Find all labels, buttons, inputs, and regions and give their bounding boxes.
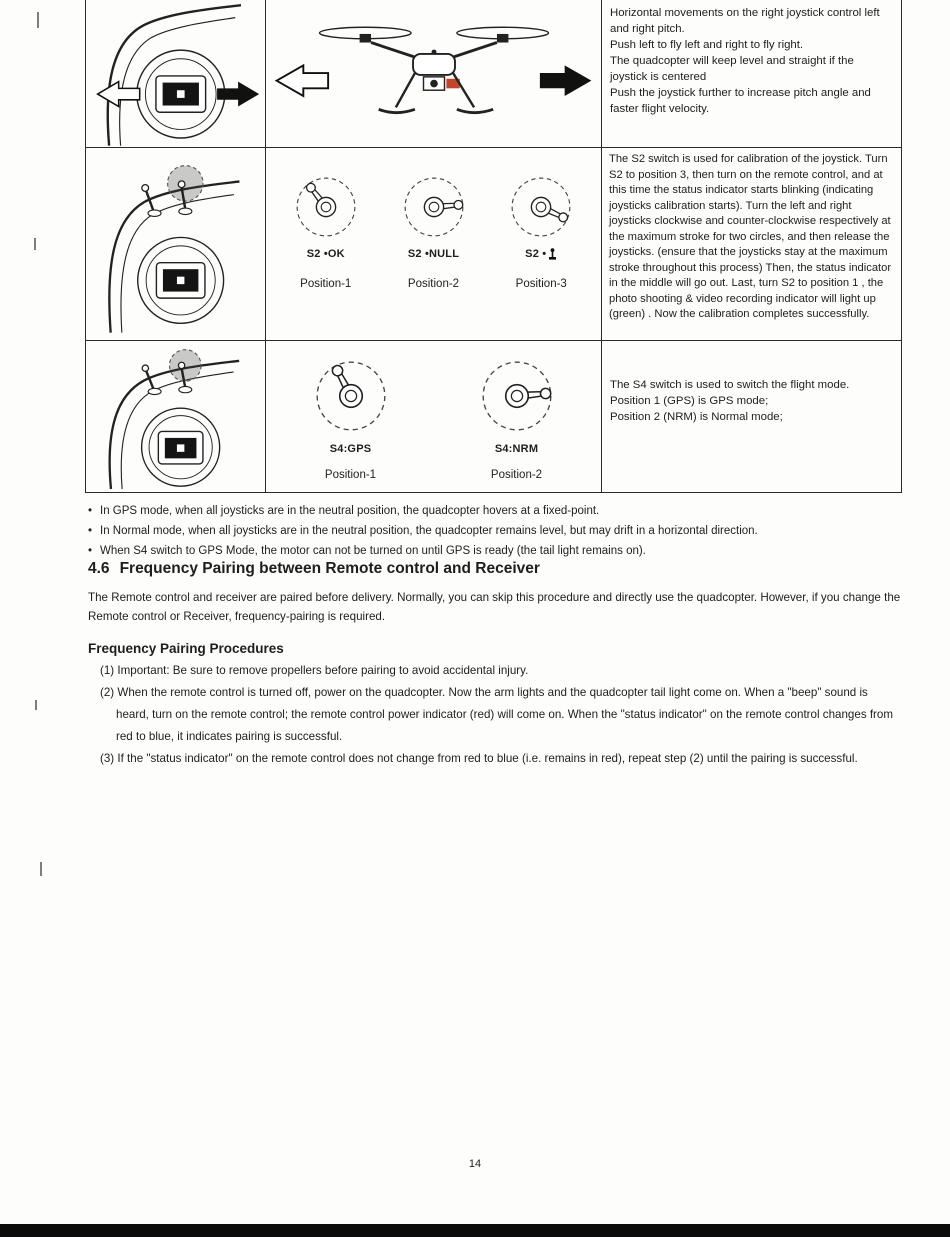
s2-position-2-group (386, 172, 482, 290)
s2-switch-positions (266, 148, 601, 290)
procedures-heading: Frequency Pairing Procedures (88, 641, 284, 656)
switch-nrm-icon (476, 355, 558, 437)
cell-quadcopter-pitch (266, 0, 602, 148)
list-item (88, 521, 898, 541)
cell-s4-positions (266, 341, 602, 493)
scan-artifact (34, 238, 36, 250)
cell-s4-description (602, 341, 902, 493)
instruction-table (85, 0, 902, 493)
pitch-text-line: Push the joystick further to increase pitch angle and faster flight velocity. (610, 87, 871, 115)
page-number: 14 (468, 1158, 482, 1170)
s4-text-line: Position 1 (GPS) is GPS mode; (610, 395, 769, 407)
s4-position-2-group (469, 355, 565, 481)
cell-remote-s4-switch (86, 341, 266, 493)
s2-position-3-group (493, 172, 589, 290)
bullet-text: In GPS mode, when all joysticks are in the neutral position, the quadcopter hovers at a fixed-point. (100, 505, 600, 517)
scan-artifact (35, 700, 37, 710)
bullet-marker: • (88, 525, 93, 537)
pitch-text-line: The quadcopter will keep level and straight if the joystick is centered (610, 55, 854, 83)
bullet-text: When S4 switch to GPS Mode, the motor can not be turned on until GPS is ready (the tail light remains on). (100, 545, 646, 557)
section-body-text: The Remote control and receiver are paired before delivery. Normally, you can skip this procedure and directly use the quadcopter. However, if you change the Remote control or Receiver, frequency-pairing is required. (88, 591, 901, 623)
arrow-right-solid-icon (539, 65, 591, 96)
switch-position-2-icon (399, 172, 469, 242)
section-title: Frequency Pairing between Remote control and Receiver (119, 560, 540, 577)
s2-calibration-label: S2 • (525, 248, 547, 260)
scan-artifact (37, 12, 39, 28)
s4-text-line: The S4 switch is used to switch the flight mode. (610, 379, 850, 391)
list-item (88, 501, 898, 521)
cell-s2-positions (266, 148, 602, 341)
s4-nrm-label: S4:NRM (494, 443, 539, 455)
remote-joystick-arrows-illustration (90, 1, 262, 147)
switch-position-1-icon (291, 172, 361, 242)
remote-s4-switch-illustration (92, 345, 260, 489)
s2-position-1-group (278, 172, 374, 290)
cell-remote-right-joystick (86, 0, 266, 148)
bullet-marker: • (88, 505, 93, 517)
cell-pitch-description (602, 0, 902, 148)
cell-s2-description (602, 148, 902, 341)
s4-text-line: Position 2 (NRM) is Normal mode; (610, 411, 783, 423)
procedure-step: (1) Important: Be sure to remove propellers before pairing to avoid accidental injury. (100, 664, 529, 677)
arrow-left-outline-icon (276, 65, 328, 96)
bullet-text: In Normal mode, when all joysticks are in the neutral position, the quadcopter remains level, but may drift in a horizontal direction. (100, 525, 758, 537)
list-item (88, 541, 898, 561)
procedures-list (100, 660, 900, 770)
position-2-label: Position-2 (407, 278, 460, 290)
mode-notes-list (88, 501, 898, 561)
pitch-text-line: Push left to fly left and right to fly right. (610, 39, 804, 51)
s4-gps-label: S4:GPS (329, 443, 372, 455)
scan-artifact (40, 862, 42, 876)
position-3-label: Position-3 (515, 278, 567, 290)
procedure-step: (2) When the remote control is turned off, power on the quadcopter. Now the arm lights and the quadcopter tail light come on. When a "beep" sound is heard, turn on the remote control; the remote control power indicator (red) will come on. When the "status indicator" on the remote control changes from red to blue, it indicates pairing is successful. (100, 686, 894, 743)
s4-position-1-group (303, 355, 399, 481)
cell-remote-s2-switch (86, 148, 266, 341)
joystick-icon (548, 248, 557, 260)
quadcopter-front-illustration (271, 12, 597, 136)
position-1-label: Position-1 (324, 469, 377, 481)
procedure-step: (3) If the "status indicator" on the remote control does not change from red to blue (i.e. remains in red), repeat step (2) until the pairing is successful. (100, 752, 858, 765)
switch-position-3-icon (506, 172, 576, 242)
remote-s2-switch-illustration (92, 155, 260, 333)
pitch-text-line: Horizontal movements on the right joystick control left and right pitch. (610, 7, 880, 35)
arrow-left-outline-icon (97, 81, 139, 106)
switch-gps-icon (310, 355, 392, 437)
position-1-label: Position-1 (300, 278, 352, 290)
s4-switch-positions (266, 341, 601, 481)
s2-ok-label: S2 •OK (306, 248, 345, 260)
s2-description-text: The S2 switch is used for calibration of the joystick. Turn S2 to position 3, then turn on the remote control, and at this time the status indicator starts blinking (indicating joysticks calibration starts). Turn the left and right joysticks clockwise and counter-clockwise respectively at the maximum stroke for two circles, and then release the joysticks. (ensure that the joysticks stay at the maximum stroke throughout this process) Then, the status indicator in the middle will go out. Last, turn S2 to position 1 , the photo shooting & video recording indicator will light up (green) . Now the calibration completes successfully. (609, 153, 892, 320)
section-number: 4.6 (88, 560, 110, 577)
position-2-label: Position-2 (490, 469, 543, 481)
s2-null-label: S2 •NULL (407, 248, 460, 260)
bullet-marker: • (88, 545, 93, 557)
section-heading (88, 560, 540, 578)
scan-edge-bar (0, 1224, 950, 1237)
